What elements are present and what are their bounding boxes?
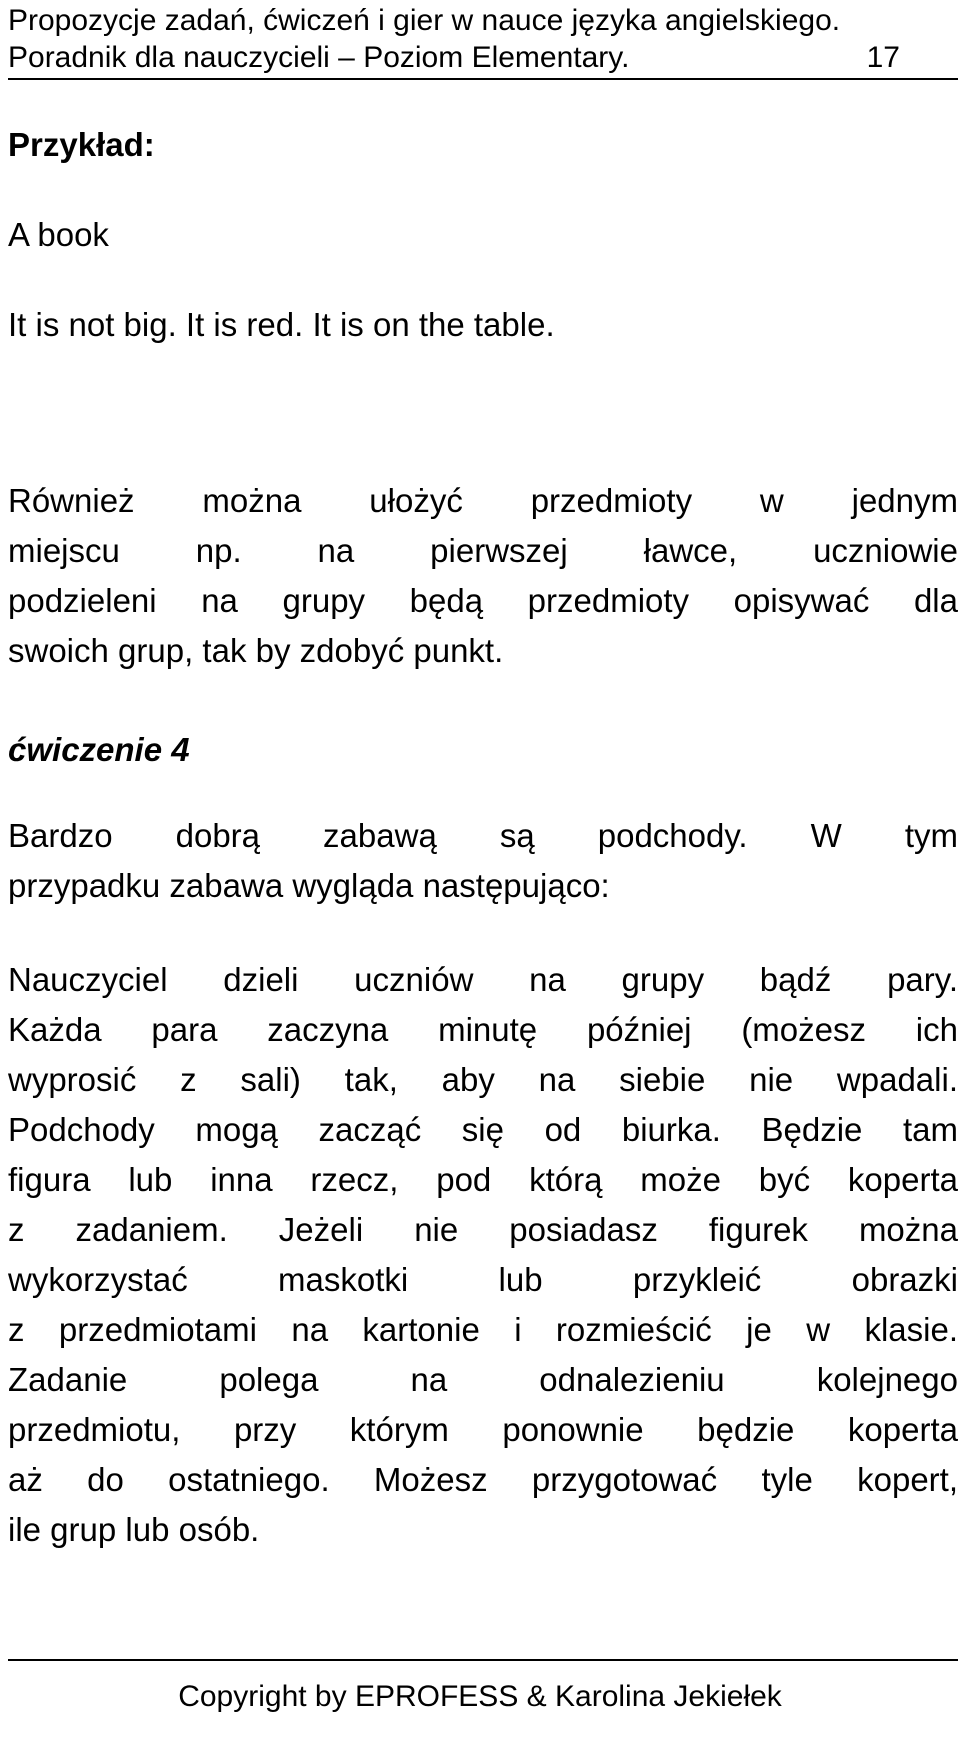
body-line: figura lub inna rzecz, pod którą może być koperta — [8, 1161, 958, 1198]
header-subtitle: Poradnik dla nauczycieli – Poziom Elementary. — [8, 41, 630, 74]
body-line: Podchody mogą zacząć się od biurka. Będzie tam — [8, 1111, 958, 1148]
body-line: z zadaniem. Jeżeli nie posiadasz figurek można — [8, 1211, 958, 1248]
body-line: Nauczyciel dzieli uczniów na grupy bądź pary. — [8, 961, 958, 998]
body-line: wykorzystać maskotki lub przykleić obrazki — [8, 1261, 958, 1298]
paragraph-line: swoich grup, tak by zdobyć punkt. — [8, 632, 504, 669]
paragraph-placement — [8, 476, 958, 676]
body-line: Zadanie polega na odnalezieniu kolejnego — [8, 1361, 958, 1398]
header-divider — [8, 78, 958, 80]
paragraph-line: Również można ułożyć przedmioty w jednym — [8, 482, 958, 519]
paragraph-line: podzieleni na grupy będą przedmioty opisywać dla — [8, 582, 958, 619]
page-number: 17 — [866, 41, 900, 74]
exercise-title: ćwiczenie 4 — [8, 731, 190, 768]
body-line: aż do ostatniego. Możesz przygotować tyle kopert, — [8, 1461, 958, 1498]
body-line: wyprosić z sali) tak, aby na siebie nie wpadali. — [8, 1061, 958, 1098]
footer-divider — [8, 1659, 958, 1661]
body-line: ile grup lub osób. — [8, 1511, 260, 1548]
copyright-footer: Copyright by EPROFESS & Karolina Jekiełek — [178, 1680, 782, 1713]
example-item: A book — [8, 216, 109, 253]
header-title: Propozycje zadań, ćwiczeń i gier w nauce języka angielskiego. — [8, 4, 841, 37]
example-heading: Przykład: — [8, 126, 155, 163]
intro-line: Bardzo dobrą zabawą są podchody. W tym — [8, 817, 958, 854]
exercise-body — [8, 955, 958, 1555]
example-sentence: It is not big. It is red. It is on the table. — [8, 306, 555, 343]
page-header — [8, 2, 958, 76]
exercise-intro — [8, 811, 958, 911]
header-subtitle-row — [8, 39, 958, 76]
body-line: przedmiotu, przy którym ponownie będzie koperta — [8, 1411, 958, 1448]
intro-line: przypadku zabawa wygląda następująco: — [8, 867, 610, 904]
paragraph-line: miejscu np. na pierwszej ławce, uczniowie — [8, 532, 958, 569]
body-line: z przedmiotami na kartonie i rozmieścić je w klasie. — [8, 1311, 958, 1348]
body-line: Każda para zaczyna minutę później (możesz ich — [8, 1011, 958, 1048]
